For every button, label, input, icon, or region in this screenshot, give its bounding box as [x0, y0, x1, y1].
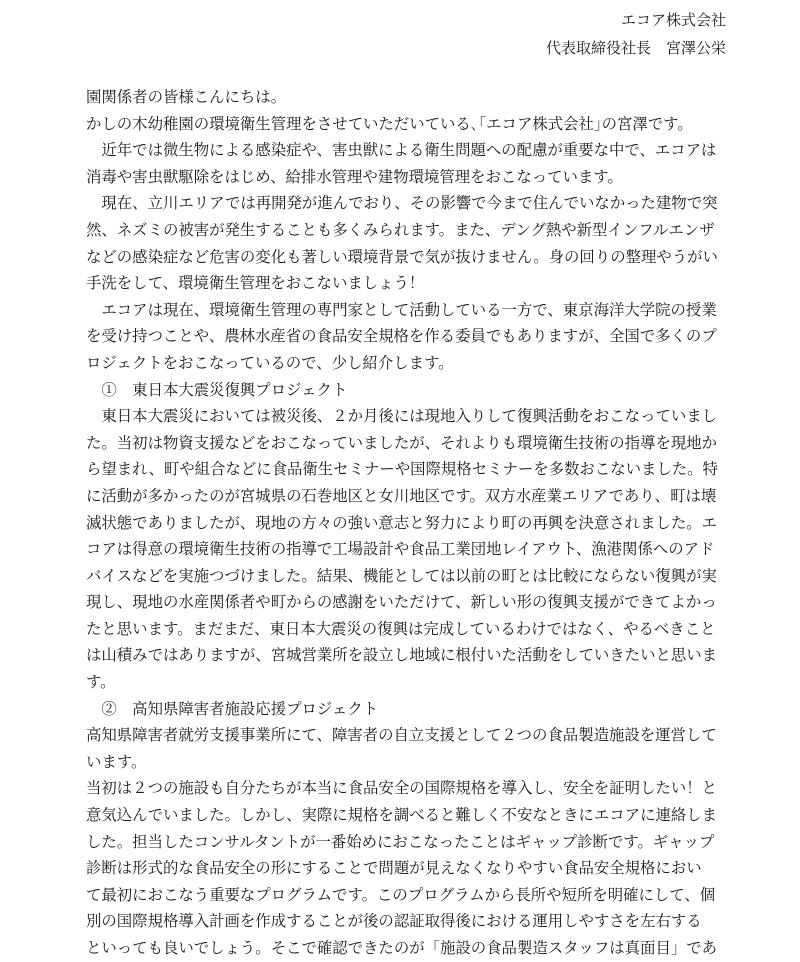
text-line: 東日本大震災においては被災後、２か月後には現地入りして復興活動をおこなっていまし	[86, 407, 718, 426]
letter-body	[86, 84, 736, 962]
text-line: といっても良いでしょう。そこで確認できたのが「施設の食品製造スタッフは真面目」であ	[86, 939, 718, 957]
text-line: ら望まれ、町や組合などに食品衛生セミナーや国際規格セミナーを多数おこないました。特	[86, 460, 718, 479]
text-line: に活動が多かったのが宮城県の石巻地区と女川地区です。双方水産業エリアであり、町は壊	[86, 486, 717, 505]
text-line: 滅状態でありましたが、現地の方々の強い意志と努力により町の再興を決意されました。エ	[86, 513, 718, 532]
text-line: 別の国際規格導入計画を作成することが後の認証取得後における運用しやすさを左右する	[86, 912, 702, 931]
signer-name: 代表取締役社長 宮澤公栄	[545, 39, 726, 57]
text-line: 現し、現地の水産関係者や町からの感謝をいただけて、新しい形の復興支援ができてよかっ	[86, 593, 717, 612]
text-line: 診断は形式的な食品安全の形にすることで問題が見えなくなりやすい食品安全規格におい	[86, 859, 702, 878]
text-line: 高知県障害者就労支援事業所にて、障害者の自立支援として２つの食品製造施設を運営して	[86, 726, 717, 745]
letter-header	[546, 6, 726, 62]
text-line: います。	[86, 752, 147, 771]
text-line: ロジェクトをおこなっているので、少し紹介します。	[86, 353, 454, 372]
text-line: 然、ネズミの被害が発生することも多くみられます。また、デング熱や新型インフルエンザ	[86, 220, 715, 239]
text-line: 意気込んでいました。しかし、実際に規格を調べると難しく不安なときにエコアに連絡しま	[86, 806, 718, 825]
text-line: た。当初は物資支援などをおこなっていましたが、それよりも環境衛生技術の指導を現地か	[86, 433, 718, 452]
text-line: した。担当したコンサルタントが一番始めにおこなったことはギャップ診断です。ギャップ	[86, 832, 715, 851]
text-line: す。	[86, 673, 116, 692]
text-line: 手洗をして、環境衛生管理をおこないましょう！	[86, 274, 425, 293]
company-name: エコア株式会社	[620, 11, 726, 29]
text-line: は山積みではありますが、宮城営業所を設立し地域に根付いた活動をしていきたいと思いま	[86, 646, 718, 665]
text-line: ① 東日本大震災復興プロジェクト	[86, 380, 348, 399]
text-line: 当初は２つの施設も自分たちが本当に食品安全の国際規格を導入し、安全を証明したい！と	[86, 779, 718, 798]
text-line: たと思います。まだまだ、東日本大震災の復興は完成しているわけではなく、やるべきこと	[86, 619, 716, 638]
text-line: コアは得意の環境衛生技術の指導で工場設計や食品工業団地レイアウト、漁港関係へのアド	[86, 540, 715, 559]
text-line: 現在、立川エリアでは再開発が進んでおり、その影響で今まで住んでいなかった建物で突	[86, 194, 718, 213]
text-line: 園関係者の皆様こんにちは。	[86, 88, 287, 106]
text-line: を受け持つことや、農林水産省の食品安全規格を作る委員でもありますが、全国で多くのプ	[86, 327, 717, 346]
text-line: 近年では微生物による感染症や、害虫獣による衛生問題への配慮が重要な中で、エコアは	[86, 141, 717, 160]
text-line: て最初におこなう重要なプログラムです。このプログラムから長所や短所を明確にして、個	[86, 885, 716, 904]
text-line: ② 高知県障害者施設応援プロジェクト	[86, 699, 379, 718]
text-line: などの感染症など危害の変化も著しい環境背景で気が抜けません。身の回りの整理やうがい	[86, 247, 718, 266]
text-line: 消毒や害虫獣駆除をはじめ、給排水管理や建物環境管理をおこなっています。	[86, 167, 623, 186]
text-line: かしの木幼稚園の環境衛生管理をさせていただいている､｢エコア株式会社｣の宮澤です。	[86, 114, 693, 133]
text-line: エコアは現在、環境衛生管理の専門家として活動している一方で、東京海洋大学院の授業	[86, 300, 717, 319]
text-line: バイスなどを実施つづけました。結果、機能としては以前の町とは比較にならない復興が実	[86, 566, 717, 585]
